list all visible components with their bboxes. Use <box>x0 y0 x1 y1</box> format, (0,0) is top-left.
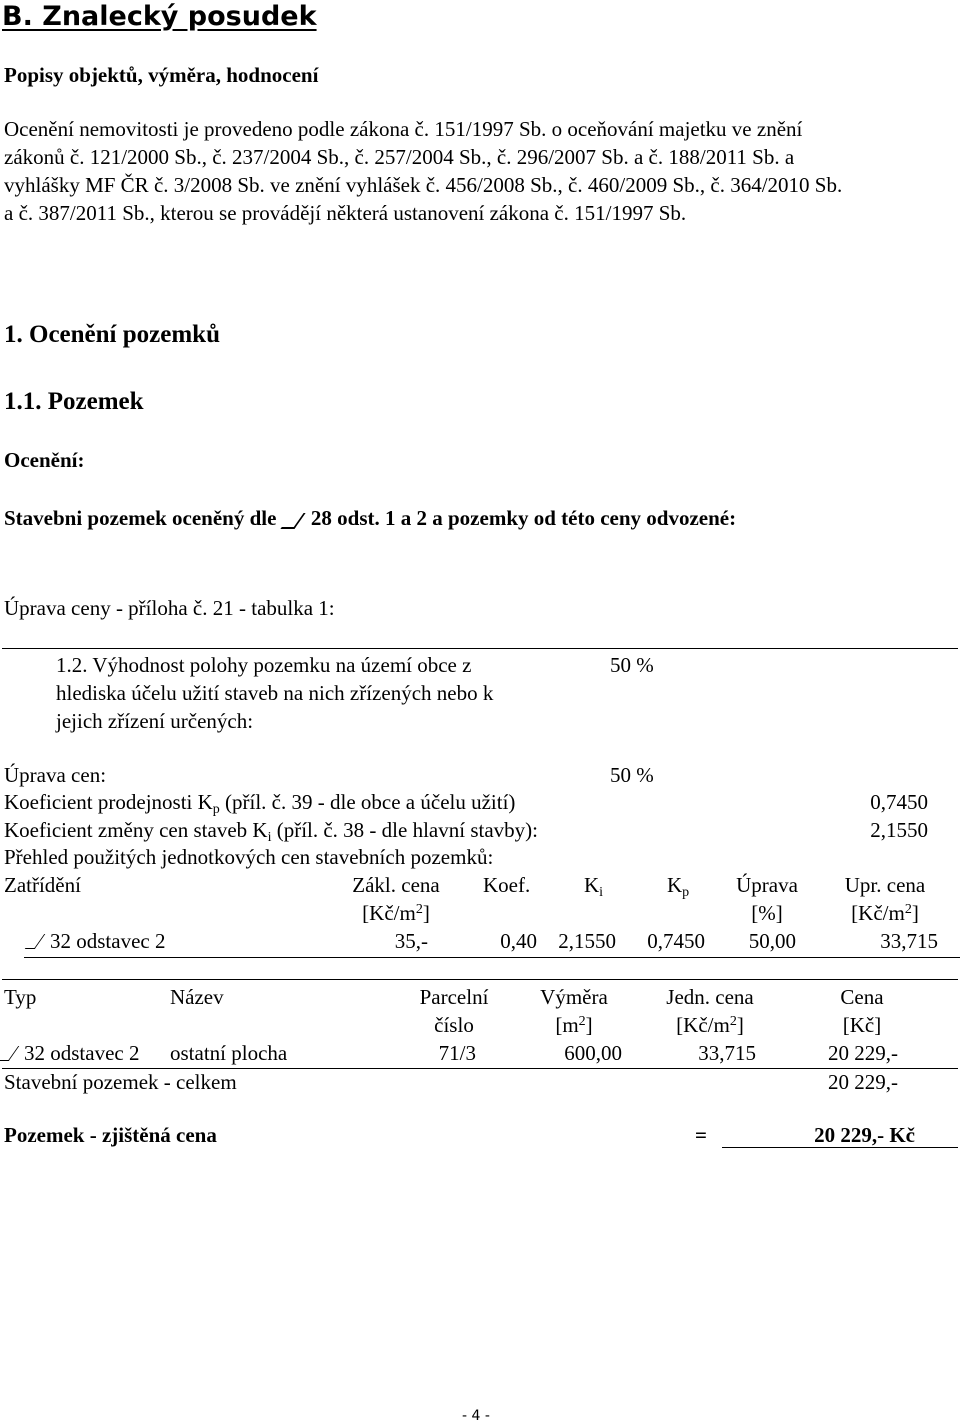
location-advantage-value: 50 % <box>610 653 654 677</box>
col-header-base-price-unit: $[Kč/m^2]$ <box>362 901 430 925</box>
col-header-adjusted-price-unit: $[Kč/m^2]$ <box>851 901 919 925</box>
col-header-price: Cena <box>840 985 884 1009</box>
price-adjustment-title: Úprava ceny - příloha č. 21 - tabulka 1: <box>4 596 335 620</box>
col-header-parcel: Parcelní <box>419 985 489 1009</box>
coef-kp-value: 0,7450 <box>870 790 928 814</box>
col-header-ki: $K_i$ <box>584 873 604 900</box>
col-header-area: Výměra <box>540 985 608 1009</box>
page-number: - 4 - <box>462 1408 490 1424</box>
col-header-price-unit: [Kč] <box>842 1013 882 1037</box>
row-kp: 0,7450 <box>647 929 705 953</box>
unit-price-overview-label: Přehled použitých jednotkových cen stavebních pozemků: <box>4 845 494 869</box>
col-header-unit-price-unit: $[Kč/m^2]$ <box>676 1013 744 1037</box>
coef-ki-label: Koeficient změny cen staveb $K_i$ (příl. č. 38 - dle hlavní stavby): <box>4 818 538 845</box>
row-adjustment: 50,00 <box>748 929 796 953</box>
col-header-base-price: Zákl. cena <box>352 873 440 897</box>
intro-line: a č. 387/2011 Sb., kterou se provádějí některá ustanovení zákona č. 151/1997 Sb. <box>4 201 687 225</box>
col-header-adjustment: Úprava <box>736 873 798 897</box>
intro-line: Ocenění nemovitosti je provedeno podle zákona č. 151/1997 Sb. o oceňování majetku ve znění <box>4 117 803 141</box>
valuation-basis <box>4 508 736 529</box>
document-heading: B. Znalecký posudek <box>2 1 317 32</box>
col-header-coef: Koef. <box>483 873 531 897</box>
final-price-value: 20 229,- Kč <box>814 1123 915 1147</box>
col-header-area-unit: $[m^2]$ <box>555 1013 593 1037</box>
col-header-parcel-2: číslo <box>434 1013 474 1037</box>
paragraph-icon <box>0 1046 19 1061</box>
row-unit-price: 33,715 <box>698 1041 756 1065</box>
row-price: 20 229,- <box>828 1041 898 1065</box>
divider <box>2 1068 958 1069</box>
location-advantage-line: 1.2. Výhodnost polohy pozemku na území obce z <box>56 653 472 677</box>
paragraph-icon <box>25 934 46 949</box>
col-header-type: Typ <box>4 985 37 1009</box>
row-parcel: 71/3 <box>438 1041 476 1065</box>
col-header-adjusted-price: Upr. cena <box>844 873 926 897</box>
intro-line: zákonů č. 121/2000 Sb., č. 237/2004 Sb., č. 257/2004 Sb., č. 296/2007 Sb. a č. 188/2011 Sb. a <box>4 145 795 169</box>
section-subheading: Popisy objektů, výměra, hodnocení <box>4 63 319 87</box>
col-header-kp: $K_p$ <box>667 873 690 900</box>
location-advantage-line: jejich zřízení určených: <box>56 709 254 733</box>
divider <box>24 957 960 958</box>
col-header-classification: Zatřídění <box>4 873 81 897</box>
row-ki: 2,1550 <box>558 929 616 953</box>
divider <box>2 648 958 649</box>
total-label: Stavební pozemek - celkem <box>4 1070 237 1094</box>
row-adjusted-price: 33,715 <box>880 929 938 953</box>
row-type: 32 odstavec 2 <box>4 1043 139 1064</box>
col-header-unit-price: Jedn. cena <box>666 985 754 1009</box>
col-header-adjustment-unit: [%] <box>751 901 783 925</box>
row-classification: 32 odstavec 2 <box>30 931 165 952</box>
final-price-equals: = <box>695 1123 707 1147</box>
divider <box>2 979 958 980</box>
price-adjustment-label: Úprava cen: <box>4 763 107 787</box>
coef-kp-label: Koeficient prodejnosti $K_p$ (příl. č. 39 - dle obce a účelu užití) <box>4 790 516 817</box>
valuation-basis-text: Stavebni pozemek oceněný dle <box>4 506 277 530</box>
section-1-1-title: 1.1. Pozemek <box>4 388 144 415</box>
valuation-basis-paragraph: 28 odst. 1 a 2 a pozemky od této ceny odvozené: <box>310 506 737 530</box>
section-1-title: 1. Ocenění pozemků <box>4 321 220 348</box>
coef-ki-value: 2,1550 <box>870 818 928 842</box>
row-coef: 0,40 <box>500 929 537 953</box>
col-header-name: Název <box>170 985 224 1009</box>
intro-line: vyhlášky MF ČR č. 3/2008 Sb. ve znění vyhlášek č. 456/2008 Sb., č. 460/2009 Sb., č. 364/2010 Sb. <box>4 173 843 197</box>
valuation-label: Ocenění: <box>4 448 85 472</box>
final-price-label: Pozemek - zjištěná cena <box>4 1123 217 1147</box>
location-advantage-line: hlediska účelu užití staveb na nich zřízených nebo k <box>56 681 494 705</box>
row-area: 600,00 <box>564 1041 622 1065</box>
divider <box>722 1147 958 1148</box>
paragraph-icon <box>286 511 300 527</box>
price-adjustment-value: 50 % <box>610 763 654 787</box>
total-value: 20 229,- <box>828 1070 898 1094</box>
row-base-price: 35,- <box>394 929 428 953</box>
row-name: ostatní plocha <box>170 1041 288 1065</box>
